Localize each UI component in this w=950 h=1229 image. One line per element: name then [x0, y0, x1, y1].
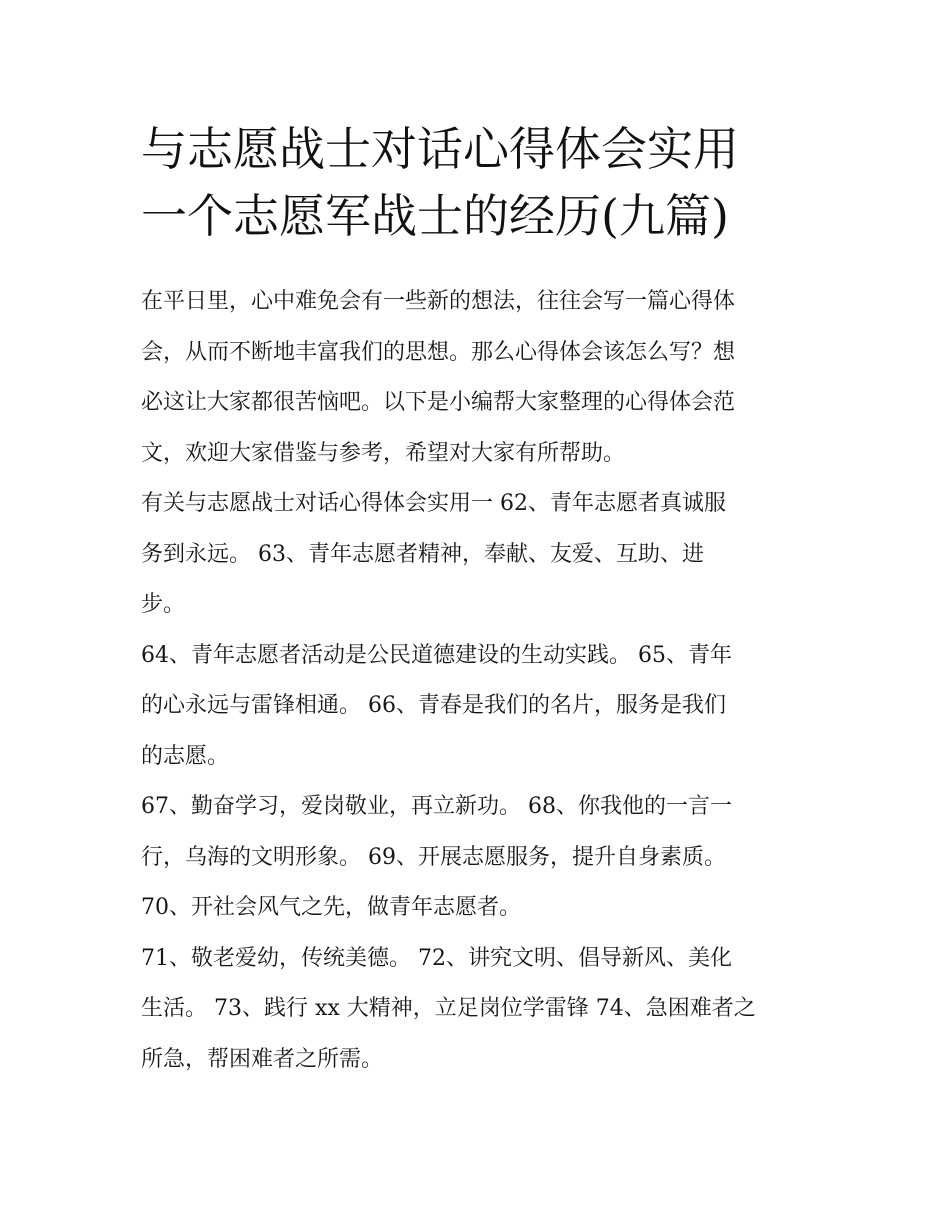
text-line: 生活。 73、践行 xx 大精神，立足岗位学雷锋 74、急困难者之 — [141, 996, 756, 1021]
text-line: 必这让大家都很苦恼吧。以下是小编帮大家整理的心得体会范 — [141, 390, 736, 415]
text-line: 务到永远。 63、青年志愿者精神，奉献、友爱、互助、进 — [141, 541, 704, 567]
intro-paragraph — [141, 277, 813, 479]
slogan-paragraph — [141, 782, 813, 934]
text-line: 70、开社会风气之先，做青年志愿者。 — [141, 895, 521, 920]
text-line: 行，乌海的文明形象。 69、开展志愿服务，提升自身素质。 — [141, 844, 726, 870]
text-line: 文，欢迎大家借鉴与参考，希望对大家有所帮助。 — [141, 440, 626, 466]
slogan-paragraph — [141, 631, 813, 783]
title-line-2: 一个志愿军战士的经历(九篇) — [141, 189, 729, 243]
text-line: 的心永远与雷锋相通。 66、青春是我们的名片，服务是我们 — [141, 693, 726, 718]
title-line-1: 与志愿战士对话心得体会实用 — [141, 122, 739, 176]
slogan-paragraph — [141, 934, 813, 1086]
document-title — [141, 116, 841, 250]
text-line: 在平日里，心中难免会有一些新的想法，往往会写一篇心得体 — [141, 289, 736, 314]
text-line: 71、敬老爱幼，传统美德。 72、讲究文明、倡导新风、美化 — [141, 945, 732, 971]
text-line: 会，从而不断地丰富我们的思想。那么心得体会该怎么写？想 — [141, 339, 736, 365]
text-line: 有关与志愿战士对话心得体会实用一 62、青年志愿者真诚服 — [141, 491, 726, 516]
slogan-paragraph — [141, 479, 813, 631]
text-line: 所急，帮困难者之所需。 — [141, 1046, 384, 1072]
document-body — [141, 277, 813, 1085]
text-line: 67、勤奋学习，爱岗敬业，再立新功。 68、你我他的一言一 — [141, 794, 732, 819]
text-line: 步。 — [141, 592, 186, 617]
text-line: 64、青年志愿者活动是公民道德建设的生动实践。 65、青年 — [141, 642, 732, 668]
text-line: 的志愿。 — [141, 743, 230, 769]
